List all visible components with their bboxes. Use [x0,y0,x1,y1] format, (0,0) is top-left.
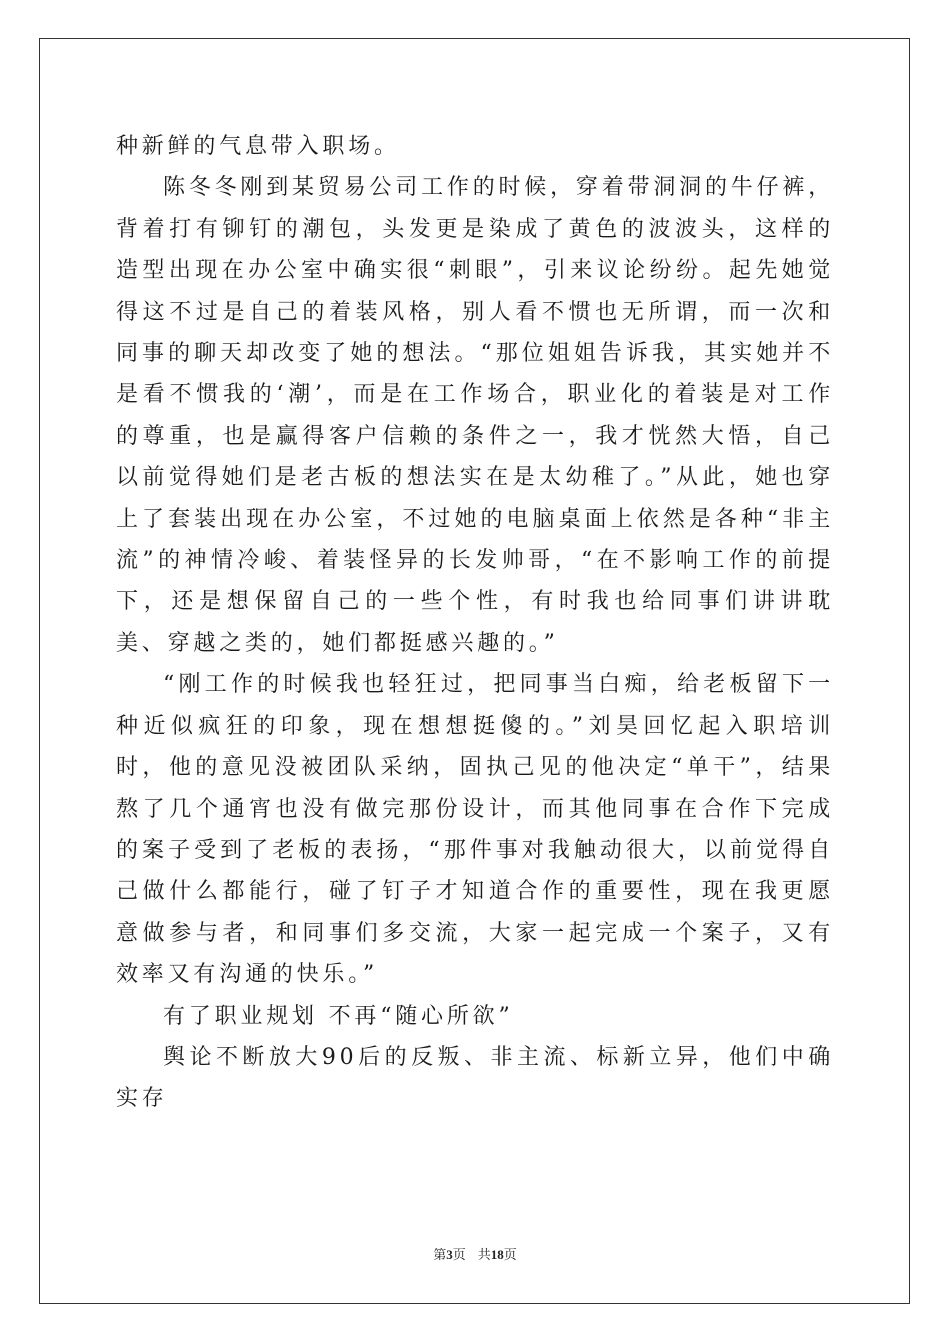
footer-total-prefix: 共 [477,1248,491,1263]
paragraph-public-opinion: 舆论不断放大90后的反叛、非主流、标新立异，他们中确实存 [116,1044,834,1112]
footer-page-number: 3 [446,1247,453,1262]
paragraph-continuation: 种新鲜的气息带入职场。 [116,134,400,159]
paragraph-liu-hao: “刚工作的时候我也轻狂过，把同事当白痴，给老板留下一种近似疯狂的印象，现在想想挺傻的。”刘昊回忆起入职培训时，他的意见没被团队采纳，固执己见的他决定“单干”，结果熬了几个通宵也没有做完那份设计，而其他同事在合作下完成的案子受到了老板的表扬，“那件事对我触动很大，以前觉得自己做什么都能行，碰了钉子才知道合作的重要性，现在我更愿意做参与者，和同事们多交流，大家一起完成一个案子，又有效率又有沟通的快乐。” [116,672,834,988]
section-heading: 有了职业规划 不再“随心所欲” [163,1003,514,1029]
footer-prefix: 第 [433,1248,447,1263]
footer-total-pages: 18 [490,1247,504,1262]
document-body [116,126,834,1120]
page-footer [0,1244,950,1263]
footer-total-unit: 页 [503,1248,517,1263]
paragraph-chen-dongdong: 陈冬冬刚到某贸易公司工作的时候，穿着带洞洞的牛仔裤，背着打有铆钉的潮包，头发更是染成了黄色的波波头，这样的造型出现在办公室中确实很“刺眼”，引来议论纷纷。起先她觉得这不过是自己的着装风格，别人看不惯也无所谓，而一次和同事的聊天却改变了她的想法。“那位姐姐告诉我，其实她并不是看不惯我的‘潮’，而是在工作场合，职业化的着装是对工作的尊重，也是赢得客户信赖的条件之一，我才恍然大悟，自己以前觉得她们是老古板的想法实在是太幼稚了。”从此，她也穿上了套装出现在办公室，不过她的电脑桌面上依然是各种“非主流”的神情冷峻、着装怪异的长发帅哥，“在不影响工作的前提下，还是想保留自己的一些个性，有时我也给同事们讲讲耽美、穿越之类的，她们都挺感兴趣的。” [116,175,834,656]
footer-page-unit: 页 [452,1248,466,1263]
